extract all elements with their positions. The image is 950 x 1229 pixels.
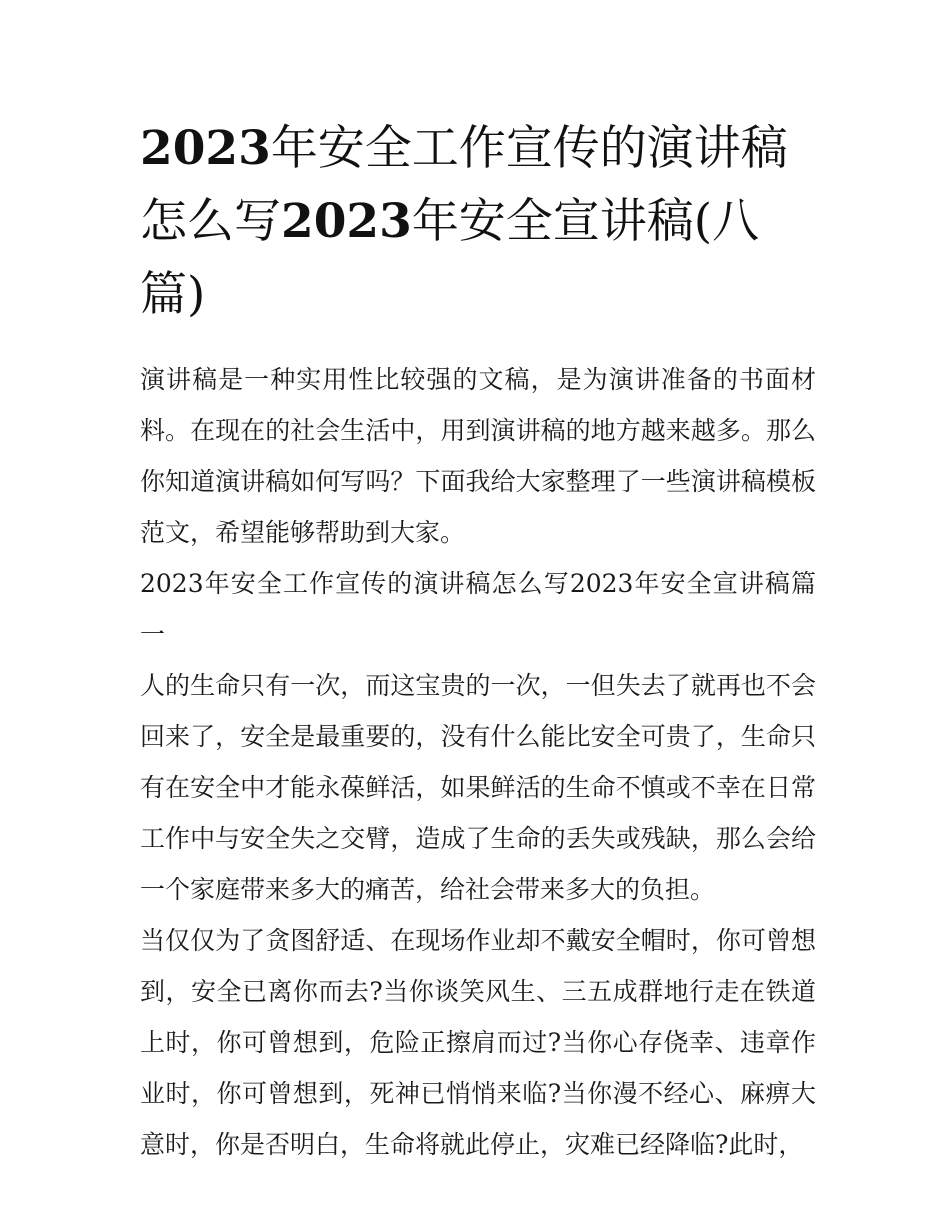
title-year-1: 2023 — [140, 121, 271, 176]
title-year-2: 2023 — [281, 194, 412, 249]
document-title — [140, 112, 820, 331]
paragraph-intro: 演讲稿是一种实用性比较强的文稿，是为演讲准备的书面材料。在现在的社会生活中，用到演讲稿的地方越来越多。那么你知道演讲稿如何写吗？下面我给大家整理了一些演讲稿模板范文，希望能够帮助到大家。 — [140, 365, 816, 547]
title-text-2a: 怎么写 — [140, 194, 281, 249]
paragraph-life: 人的生命只有一次，而这宝贵的一次，一但失去了就再也不会回来了，安全是最重要的，没有什么能比安全可贵了，生命只有在安全中才能永葆鲜活，如果鲜活的生命不慎或不幸在日常工作中与安全失之交臂，造成了生命的丢失或残缺，那么会给一个家庭带来多大的痛苦，给社会带来多大的负担。 — [140, 671, 816, 904]
title-text-3: 篇) — [140, 267, 206, 322]
paragraph-warning: 当仅仅为了贪图舒适、在现场作业却不戴安全帽时，你可曾想到，安全已离你而去?当你谈笑风生、三五成群地行走在铁道上时，你可曾想到，危险正擦肩而过?当你心存侥幸、违章作业时，你可曾想到，死神已悄悄来临?当你漫不经心、麻痹大意时，你是否明白，生命将就此停止，灾难已经降临?此时， — [140, 926, 816, 1159]
title-text-1: 年安全工作宣传的演讲稿 — [270, 121, 788, 176]
document-body — [140, 354, 816, 1170]
paragraph-section-heading: 2023年安全工作宣传的演讲稿怎么写2023年安全宣讲稿篇一 — [140, 569, 816, 649]
title-text-2b: 年安全宣讲稿(八 — [411, 194, 760, 249]
